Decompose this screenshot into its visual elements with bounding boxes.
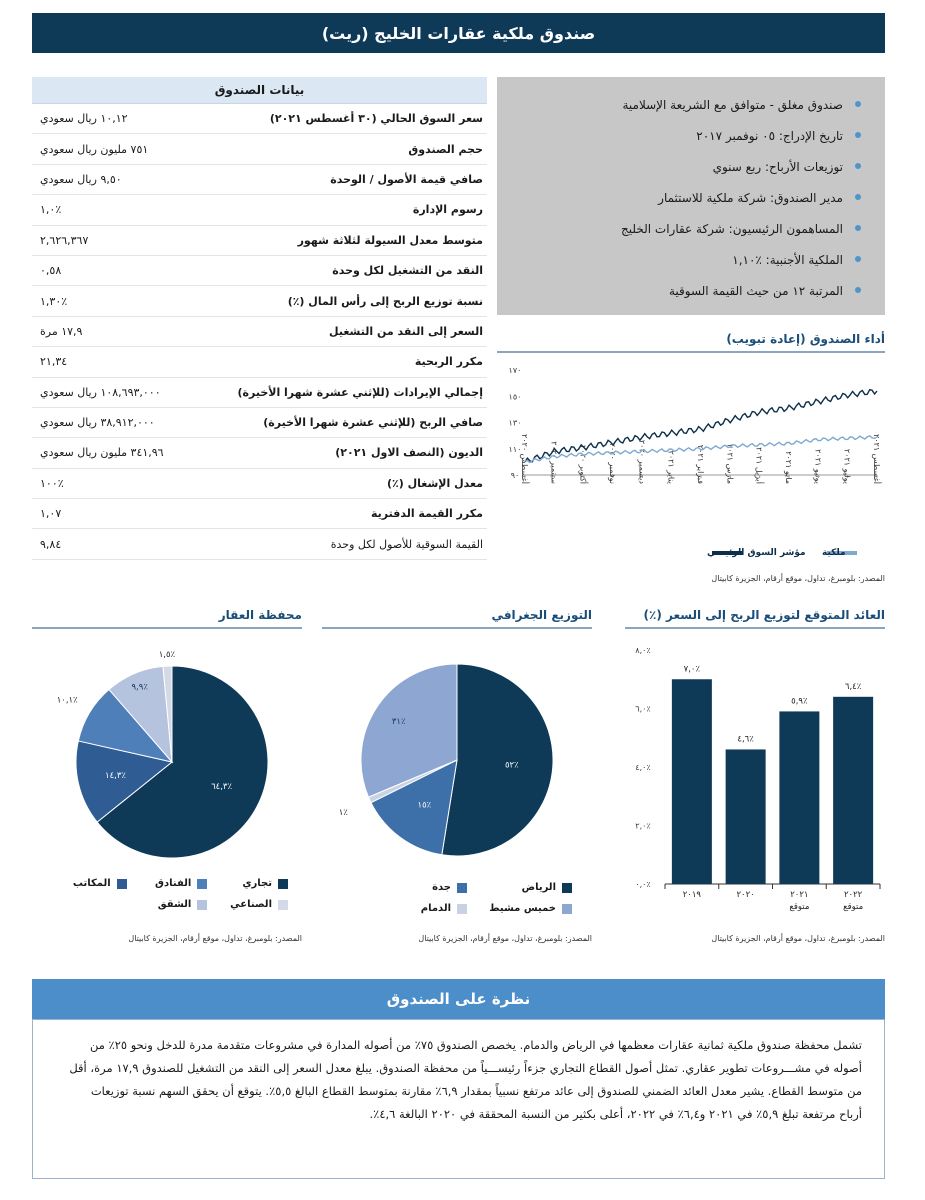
x-tick-label: يوليو ٢٠٢١ [842, 448, 852, 484]
legend-spacer [46, 899, 127, 910]
fund-row-value: ٪١٠٠ [40, 476, 64, 490]
legend-label: خميس مشيط [489, 903, 556, 914]
x-category-part: ٢٠٢٢ [843, 890, 863, 900]
x-category-part: متوقع [789, 902, 810, 912]
pie-slice-label: ٪١٤,٣ [105, 771, 126, 782]
legend-item [467, 903, 572, 914]
performance-chart [497, 355, 885, 570]
fund-row-label: مكرر الربحية [414, 355, 483, 369]
legend-swatch [117, 879, 127, 889]
x-category-label [736, 890, 754, 900]
performance-section [497, 332, 885, 353]
legend-swatch [278, 879, 288, 889]
fund-table-row [32, 286, 487, 316]
highlight-item [507, 213, 843, 244]
portfolio-section [32, 608, 302, 629]
pie-slice-label: ٪٩,٩ [131, 682, 148, 693]
pie-slice-label: ٪٥٢ [504, 760, 519, 771]
fund-highlights [497, 77, 885, 315]
fund-row-label: حجم الصندوق [408, 142, 483, 156]
y-tick-label: ٪٤,٠ [635, 763, 651, 772]
yield-bar [833, 697, 873, 884]
fund-row-label: صافي الربح (للإثني عشرة شهرا الأخيرة) [263, 416, 483, 430]
highlight-text: توزيعات الأرباح: ربع سنوي [712, 159, 843, 174]
pie-slice-label: ٪٦٤,٣ [211, 781, 233, 792]
y-tick-label: ٪٦,٠ [635, 704, 651, 714]
geographic-pie [322, 640, 592, 880]
fund-table-row [32, 378, 487, 408]
bullet-dot-icon [855, 194, 861, 200]
legend-swatch [278, 900, 288, 910]
fund-row-label: القيمة السوقية للأصول لكل وحدة [330, 537, 483, 551]
highlight-text: صندوق مغلق - متوافق مع الشريعة الإسلامية [622, 97, 843, 112]
x-tick-label: أكتوبر ٢٠٢٠ [578, 445, 588, 484]
legend-item [362, 882, 467, 893]
performance-source: المصدر: بلومبرغ، تداول، موقع أرقام، الجزيرة كابيتال [711, 574, 885, 583]
highlight-item [507, 275, 843, 306]
y-tick-label: ١١٠ [508, 444, 522, 454]
legend-label: الصناعي [230, 899, 272, 910]
yield-bar [726, 749, 766, 884]
highlight-item [507, 244, 843, 275]
overview-line: أرباح مرتفعة تبلغ ٥,٩٪ في ٢٠٢١ و٦,٤٪ في ٢٠٢٢، أعلى بكثير من النسبة المحققة في ٢٠٢٠ البالغة ٤,٦٪. [369, 1107, 862, 1121]
highlight-item [507, 89, 843, 120]
x-tick-label: ديسمبر ٢٠٢٠ [637, 439, 647, 484]
bar-value-label: ٪٤,٦ [737, 734, 754, 745]
pie-slice [442, 664, 553, 856]
fund-row-value: ٣٨,٩١٢,٠٠٠ ريال سعودي [40, 416, 155, 430]
legend-swatch [562, 883, 572, 893]
dividend-yield-heading: العائد المتوقع لتوزيع الربح إلى السعر (٪) [625, 608, 885, 629]
fund-row-value: ٧٥١ مليون ريال سعودي [40, 142, 149, 156]
x-tick-label: فبراير ٢٠٢١ [696, 444, 705, 484]
x-category-label [843, 890, 863, 912]
yield-bar [779, 711, 819, 884]
bullet-dot-icon [855, 132, 861, 138]
legend-label: الفنادق [155, 878, 192, 889]
pie-slice-label: ٪٣١ [391, 717, 406, 728]
legend-label: الرياض [521, 882, 556, 893]
fund-row-value: ٢١,٣٤ [40, 355, 68, 369]
yield-bar [672, 679, 712, 884]
legend-label: تجاري [242, 878, 272, 889]
y-tick-label: ١٣٠ [508, 418, 522, 428]
fund-row-value: ٪١,٣٠ [40, 294, 68, 308]
fund-row-value: ٢,٦٢٦,٣٦٧ [40, 233, 89, 247]
legend-item [46, 878, 127, 889]
x-category-label [789, 890, 809, 912]
x-category-part: ٢٠٢٠ [736, 890, 755, 900]
fund-table-row [32, 529, 487, 559]
y-tick-label: ٪٠,٠ [635, 880, 651, 889]
x-tick-label: أغسطس ٢٠٢٠ [520, 433, 529, 484]
fund-table-row [32, 347, 487, 377]
x-tick-label: يناير ٢٠٢١ [666, 450, 676, 484]
bullet-dot-icon [855, 287, 861, 293]
legend-swatch [197, 900, 207, 910]
y-tick-label: ٪٢,٠ [635, 821, 651, 831]
x-category-label [683, 890, 702, 900]
fund-table-row [32, 469, 487, 499]
fund-table-row [32, 317, 487, 347]
y-tick-label: ٩٠ [510, 471, 520, 480]
fund-row-label: النقد من التشغيل لكل وحدة [332, 264, 483, 278]
y-tick-label: ١٧٠ [508, 366, 522, 375]
fund-data-table [32, 77, 487, 560]
portfolio-source: المصدر: بلومبرغ، تداول، موقع أرقام، الجزيرة كابيتال [128, 934, 302, 943]
x-tick-label: مايو ٢٠٢١ [784, 451, 793, 484]
fund-table-row [32, 438, 487, 468]
legend-label-index: مؤشر السوق الرئيسي [707, 548, 806, 558]
overview-text [32, 1019, 885, 1179]
highlight-text: تاريخ الإدراج: ٠٥ نوفمبر ٢٠١٧ [696, 128, 843, 143]
legend-swatch [457, 883, 467, 893]
fund-row-label: رسوم الإدارة [412, 203, 483, 217]
geographic-legend [322, 882, 592, 914]
performance-heading: أداء الصندوق (إعادة تبويب) [497, 332, 885, 353]
fund-table-row [32, 134, 487, 164]
bar-value-label: ٪٦,٤ [844, 681, 862, 692]
overview-line: أصوله في مشـــروعات تطوير عقاري. تمثل أصول القطاع التجاري جزءاً رئيســـياً من محفظة الصندوق. يبلغ معدل السعر إلى النقد من التشغيل للصندوق ١٧,٩ مرة، أقل [69, 1061, 862, 1075]
dividend-yield-source: المصدر: بلومبرغ، تداول، موقع أرقام، الجزيرة كابيتال [711, 934, 885, 943]
highlight-item [507, 151, 843, 182]
fund-row-value: ١,٠٧ [40, 507, 62, 521]
fund-table-row [32, 256, 487, 286]
geographic-source: المصدر: بلومبرغ، تداول، موقع أرقام، الجزيرة كابيتال [418, 934, 592, 943]
fund-row-label: معدل الإشغال (٪) [386, 476, 483, 490]
overview-heading: نظرة على الصندوق [32, 979, 885, 1019]
highlight-text: المساهمون الرئيسيون: شركة عقارات الخليج [621, 221, 843, 236]
legend-swatch [457, 904, 467, 914]
fund-row-label: السعر إلى النقد من التشغيل [329, 324, 483, 338]
x-tick-label: يونيو ٢٠٢١ [813, 449, 823, 484]
fund-table-row [32, 104, 487, 134]
legend-swatch [562, 904, 572, 914]
pie-slice-label: ٪١ [338, 807, 348, 818]
portfolio-legend [32, 878, 302, 910]
y-tick-label: ١٥٠ [508, 392, 522, 402]
highlight-text: المرتبة ١٢ من حيث القيمة السوقية [668, 283, 843, 298]
legend-item [127, 878, 208, 889]
bar-value-label: ٪٥,٩ [791, 696, 808, 707]
overview-line: تشمل محفظة صندوق ملكية ثمانية عقارات معظمها في الرياض والدمام. يخصص الصندوق ٧٥٪ من أصوله المدارة في مشروعات متقدمة مدرة للدخل ونحو ٢٥٪ من [89, 1038, 862, 1052]
dividend-yield-chart [625, 636, 885, 926]
highlight-item [507, 182, 843, 213]
fund-table-row [32, 195, 487, 225]
fund-row-label: صافي قيمة الأصول / الوحدة [330, 172, 483, 186]
y-tick-label: ٪٨,٠ [635, 646, 651, 655]
fund-table-header: بيانات الصندوق [32, 77, 487, 104]
bullet-dot-icon [855, 225, 861, 231]
x-category-part: متوقع [843, 902, 864, 912]
portfolio-pie [32, 640, 302, 880]
fund-row-value: ١٠,١٢ ريال سعودي [40, 112, 128, 126]
legend-label: المكاتب [72, 878, 111, 889]
fund-table-row [32, 165, 487, 195]
legend-label: جدة [432, 882, 451, 893]
legend-item [362, 903, 467, 914]
bullet-dot-icon [855, 163, 861, 169]
pie-slice-label: ٪١٥ [417, 800, 432, 811]
legend-label-fund: ملكية [822, 548, 846, 558]
portfolio-heading: محفظة العقار [32, 608, 302, 629]
x-category-part: ٢٠٢١ [790, 890, 809, 900]
highlight-text: مدير الصندوق: شركة ملكية للاستثمار [658, 190, 843, 205]
fund-row-label: مكرر القيمة الدفترية [371, 507, 483, 521]
fund-row-label: الديون (النصف الاول ٢٠٢١) [335, 446, 483, 460]
fund-row-value: ١٠٨,٦٩٣,٠٠٠ ريال سعودي [40, 385, 161, 399]
fund-table-row [32, 226, 487, 256]
fund-table-row [32, 408, 487, 438]
legend-item [467, 882, 572, 893]
legend-item [127, 899, 208, 910]
fund-row-label: سعر السوق الحالي (٣٠ أغسطس ٢٠٢١) [269, 112, 483, 126]
legend-label: الشقق [157, 899, 192, 910]
x-tick-label: أبريل ٢٠٢١ [754, 447, 764, 484]
x-tick-label: سبتمبر ٢٠٢٠ [549, 441, 559, 484]
fund-row-label: متوسط معدل السيولة لثلاثة شهور [297, 233, 483, 247]
geographic-heading: التوزيع الجغرافي [322, 608, 592, 629]
dividend-yield-section [625, 608, 885, 629]
pie-slice-label: ٪١,٥ [158, 650, 176, 661]
fund-row-value: ٠,٥٨ [40, 264, 62, 278]
fund-table-row [32, 499, 487, 529]
overview-line: من متوسط القطاع. يشير معدل العائد الضمني للصندوق إلى عائد مرتفع نسبياً بمقدار ٦,٩٪ مقارنة بمتوسط القطاع البالغ ٥,٥٪. يتوقع أن يحقق السهم نسبة توزيعات [90, 1084, 862, 1098]
fund-row-value: ١٧,٩ مرة [40, 324, 83, 338]
highlight-text: الملكية الأجنبية: ٪١,١٠ [732, 252, 843, 267]
fund-row-value: ٪١,٠ [40, 203, 62, 217]
geographic-section [322, 608, 592, 629]
legend-item [207, 899, 288, 910]
x-tick-label: مارس ٢٠٢١ [725, 443, 735, 484]
bar-value-label: ٪٧,٠ [683, 664, 701, 675]
x-tick-label: أغسطس ٢٠٢١ [872, 433, 881, 484]
bullet-dot-icon [855, 256, 861, 262]
legend-item [207, 878, 288, 889]
bullet-dot-icon [855, 101, 861, 107]
fund-row-value: ٩,٥٠ ريال سعودي [40, 172, 122, 186]
x-tick-label: نوفمبر ٢٠٢٠ [608, 442, 617, 484]
fund-row-label: نسبة توزيع الربح إلى رأس المال (٪) [287, 294, 483, 308]
fund-row-label: إجمالي الإيرادات (للإثني عشرة شهرا الأخيرة) [237, 385, 483, 399]
pie-slice-label: ٪١٠,١ [56, 695, 78, 706]
highlight-item [507, 120, 843, 151]
page-title: صندوق ملكية عقارات الخليج (ريت) [32, 13, 885, 53]
x-category-part: ٢٠١٩ [682, 890, 702, 900]
legend-swatch [197, 879, 207, 889]
legend-label: الدمام [420, 903, 451, 914]
fund-row-value: ٣٤١,٩٦ مليون ريال سعودي [40, 446, 164, 460]
fund-row-value: ٩,٨٤ [40, 537, 62, 551]
